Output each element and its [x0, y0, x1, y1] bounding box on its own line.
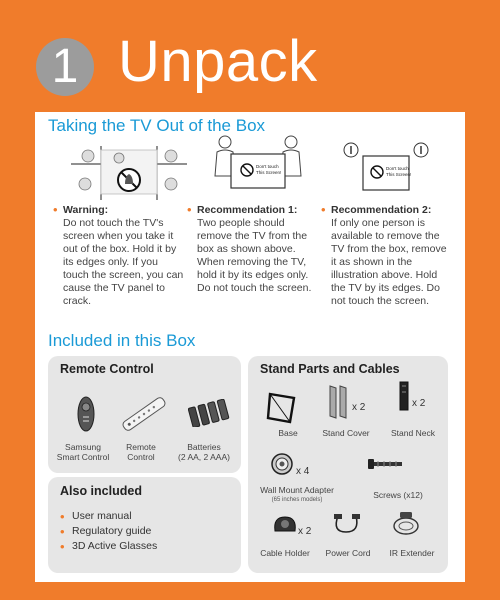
stand-cover-icon [326, 384, 354, 420]
batteries-caption-1: Batteries [187, 442, 221, 452]
screws-caption: Screws (x12) [373, 490, 423, 500]
screw-icon [368, 458, 404, 470]
warning-label: Warning: [63, 204, 109, 216]
batteries-caption [168, 442, 240, 462]
bullet-icon: • [321, 202, 326, 217]
ir-extender-icon [390, 510, 422, 540]
stand-neck-icon [398, 380, 410, 412]
remote-control-caption [114, 442, 168, 462]
step-number-badge: 1 [36, 38, 94, 96]
wall-mount-caption-note: (65 inches models) [271, 497, 323, 503]
batteries-icon [188, 399, 232, 427]
section-title-taking-out: Taking the TV Out of the Box [48, 116, 266, 135]
remote-control-icon [118, 396, 170, 432]
recommendation-1-text: Two people should remove the TV from the box as shown above. When removing the TV, hold it by its edges only. Do not touch the screen. [197, 217, 312, 294]
warning-column [53, 202, 185, 308]
smart-control-caption-2: Smart Control [56, 452, 110, 462]
wall-mount-caption-label: Wall Mount Adapter [260, 485, 334, 495]
list-item [60, 524, 157, 539]
stand-cover-caption: Stand Cover [322, 428, 370, 438]
recommendation-2-text: If only one person is available to remove the TV from the box, remove it as shown in the illustration above. Hold the TV by its edges. Do not touch the screen. [331, 217, 447, 307]
remote-control-title: Remote Control [60, 362, 154, 376]
cable-holder-caption: Cable Holder [260, 548, 310, 558]
list-item [60, 509, 157, 524]
power-cord-caption: Power Cord [325, 548, 371, 558]
stand-parts-box [248, 356, 448, 573]
ir-extender-caption: IR Extender [389, 548, 435, 558]
bullet-icon: • [187, 202, 192, 217]
cable-holder-mult: x 2 [298, 526, 312, 537]
remote-control-box [48, 356, 241, 473]
also-included-box [48, 477, 241, 573]
svg-text:Don't touch: Don't touch [386, 166, 409, 171]
warning-text: Do not touch the TV's screen when you take it out of the box. Hold it by its edges only. If you touch the screen, you can cause the TV panel to crack. [63, 217, 184, 307]
list-item-label: 3D Active Glasses [72, 540, 158, 552]
recommendation-1-label: Recommendation 1: [197, 204, 298, 216]
bullet-icon: • [53, 202, 58, 217]
list-item [60, 539, 157, 554]
bullet-icon: • [60, 539, 65, 554]
base-icon [264, 390, 298, 426]
power-cord-icon [332, 512, 362, 542]
one-person-illustration [341, 134, 431, 204]
list-item-label: Regulatory guide [72, 525, 152, 537]
recommendation-1-column [187, 202, 319, 295]
wall-mount-caption [252, 485, 342, 505]
remote-control-caption-1: Remote [126, 442, 156, 452]
smart-control-caption [48, 442, 118, 462]
recommendation-2-column [321, 202, 453, 308]
screen-label-1: Don't touch [256, 164, 279, 169]
stand-neck-caption: Stand Neck [391, 428, 435, 438]
svg-text:This Screen!: This Screen! [386, 172, 412, 177]
also-included-list [60, 509, 157, 554]
bullet-icon: • [60, 509, 65, 524]
stand-cover-mult: x 2 [352, 402, 366, 413]
also-included-title: Also included [60, 484, 142, 498]
smart-control-caption-1: Samsung [65, 442, 101, 452]
cable-holder-icon [272, 513, 298, 535]
content-panel [35, 112, 465, 582]
wall-mount-adapter-icon [270, 452, 294, 476]
base-caption: Base [278, 428, 298, 438]
stand-parts-title: Stand Parts and Cables [260, 362, 400, 376]
batteries-caption-2: (2 AA, 2 AAA) [178, 452, 230, 462]
screen-label-2: This Screen! [256, 170, 282, 175]
wall-mount-mult: x 4 [296, 466, 310, 477]
list-item-label: User manual [72, 510, 132, 522]
section-title-included: Included in this Box [48, 331, 196, 350]
page-title: Unpack [118, 29, 318, 94]
warning-illustration [71, 142, 187, 200]
recommendation-2-label: Recommendation 2: [331, 204, 432, 216]
header [0, 0, 500, 112]
remote-control-caption-2: Control [127, 452, 155, 462]
stand-neck-mult: x 2 [412, 398, 426, 409]
two-people-illustration [213, 132, 303, 204]
smart-control-icon [76, 396, 96, 432]
bullet-icon: • [60, 524, 65, 539]
